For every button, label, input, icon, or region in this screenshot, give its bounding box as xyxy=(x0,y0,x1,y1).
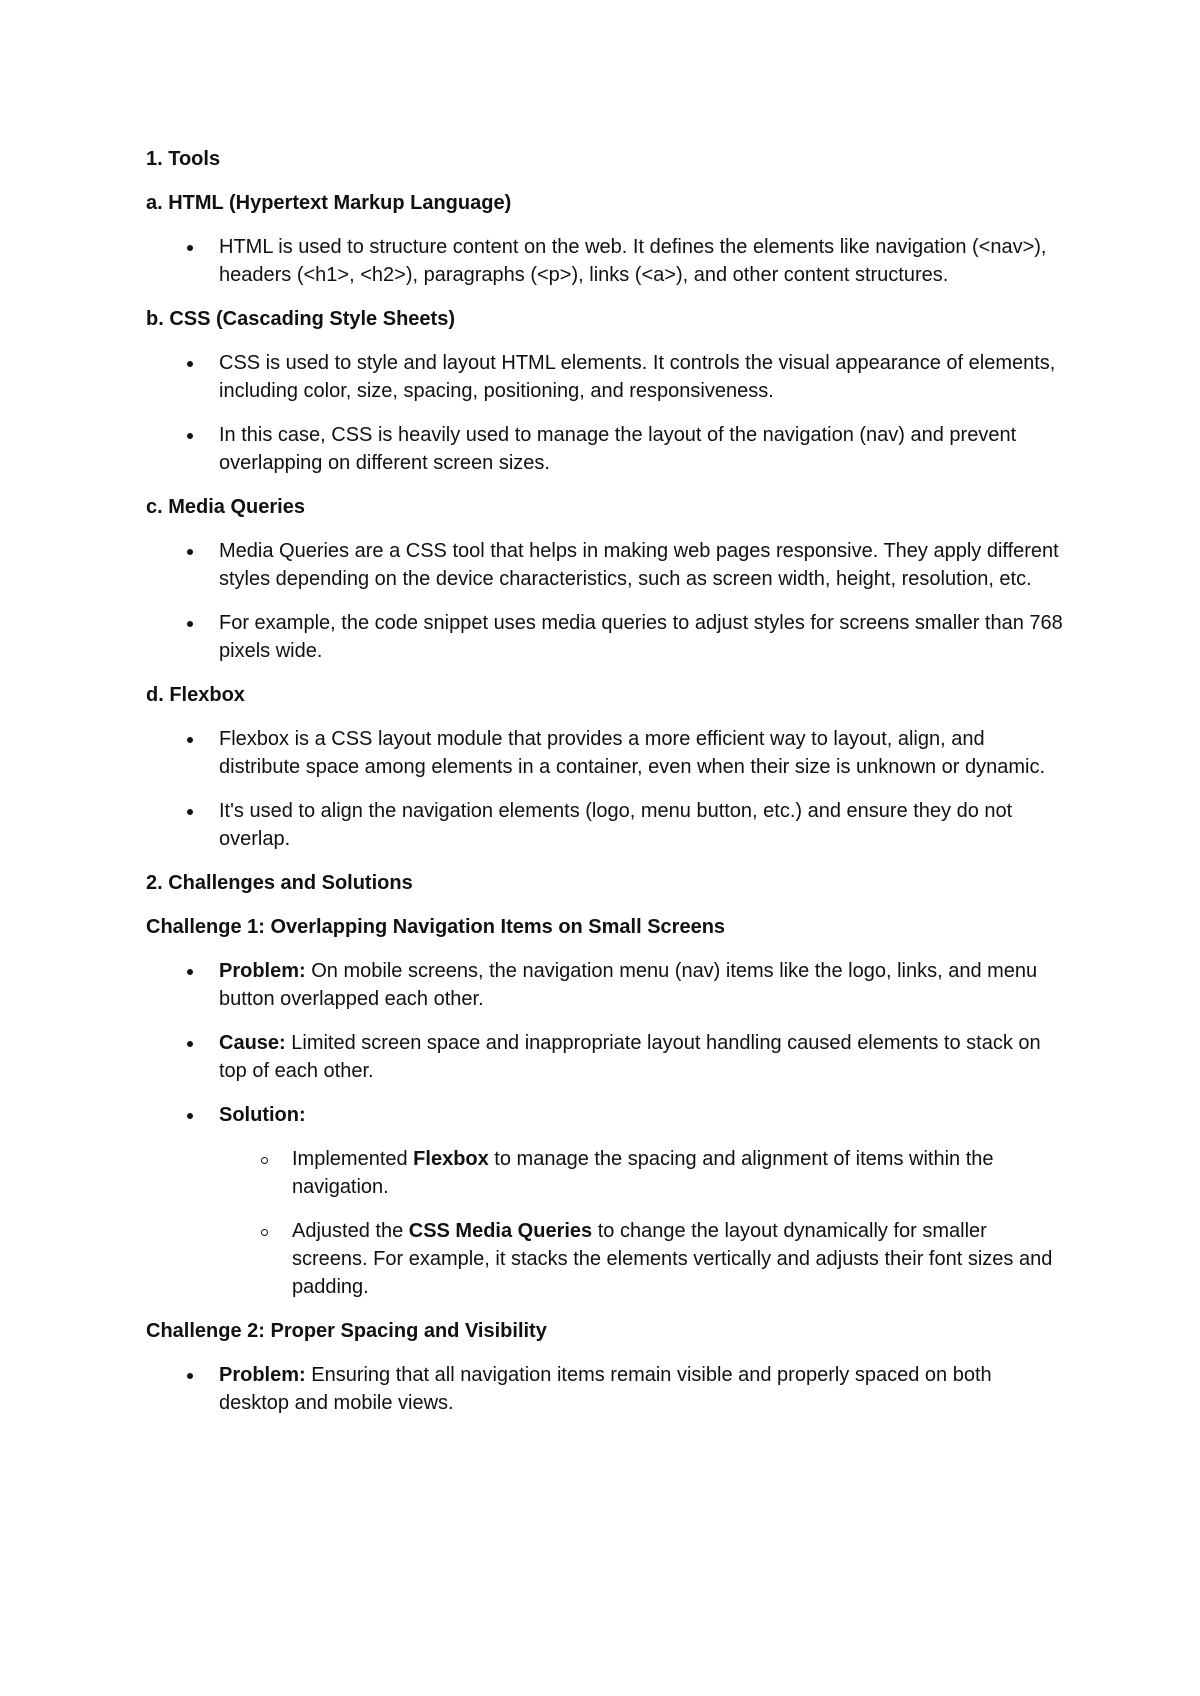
cause-label: Cause: xyxy=(219,1032,286,1054)
problem-text: Ensuring that all navigation items remain visible and properly spaced on both desktop and mobile views. xyxy=(219,1364,992,1414)
sub-text-pre: Adjusted the xyxy=(292,1220,409,1242)
list-item xyxy=(146,537,1066,593)
challenge-1-heading: Challenge 1: Overlapping Navigation Items on Small Screens xyxy=(146,916,726,938)
sub-list-item xyxy=(219,1145,1066,1201)
problem-label: Problem: xyxy=(219,1364,306,1386)
list-item xyxy=(146,725,1066,781)
challenge-2-bullet-list xyxy=(146,1361,1066,1417)
html-bullet-list xyxy=(146,233,1066,289)
bullet-text: It's used to align the navigation elements (logo, menu button, etc.) and ensure they do not overlap. xyxy=(219,800,1013,850)
list-item xyxy=(146,1101,1066,1301)
bullet-text: HTML is used to structure content on the web. It defines the elements like navigation (<nav>), headers (<h1>, <h2>), paragraphs (<p>), links (<a>), and other content structures. xyxy=(219,236,1047,286)
bullet-text: In this case, CSS is heavily used to manage the layout of the navigation (nav) and prevent overlapping on different screen sizes. xyxy=(219,424,1017,474)
list-item xyxy=(146,609,1066,665)
list-item xyxy=(146,233,1066,289)
list-item xyxy=(146,957,1066,1013)
subheading-flexbox: d. Flexbox xyxy=(146,684,245,706)
list-item xyxy=(146,349,1066,405)
sub-text-pre: Implemented xyxy=(292,1148,414,1170)
sub-text-bold: CSS Media Queries xyxy=(408,1220,593,1242)
sub-text-post: to manage the spacing and alignment of items within the navigation. xyxy=(292,1148,994,1198)
sub-text-bold: Flexbox xyxy=(413,1148,489,1170)
bullet-text: Media Queries are a CSS tool that helps in making web pages responsive. They apply different styles depending on the device characteristics, such as screen width, height, resolution, etc. xyxy=(219,540,1059,590)
subheading-media-queries: c. Media Queries xyxy=(146,496,305,518)
solution-sub-list xyxy=(219,1145,1066,1301)
bullet-text: CSS is used to style and layout HTML elements. It controls the visual appearance of elements, including color, size, spacing, positioning, and responsiveness. xyxy=(219,352,1056,402)
subheading-css: b. CSS (Cascading Style Sheets) xyxy=(146,308,455,330)
problem-label: Problem: xyxy=(219,960,306,982)
subheading-html: a. HTML (Hypertext Markup Language) xyxy=(146,192,512,214)
list-item xyxy=(146,797,1066,853)
list-item xyxy=(146,1361,1066,1417)
document-content xyxy=(146,145,1066,1433)
sub-text-post: to change the layout dynamically for smaller screens. For example, it stacks the elements vertically and adjusts their font sizes and padding. xyxy=(292,1220,1053,1298)
problem-text: On mobile screens, the navigation menu (nav) items like the logo, links, and menu button overlapped each other. xyxy=(219,960,1038,1010)
list-item xyxy=(146,1029,1066,1085)
cause-text: Limited screen space and inappropriate layout handling caused elements to stack on top of each other. xyxy=(219,1032,1041,1082)
css-bullet-list xyxy=(146,349,1066,477)
flexbox-bullet-list xyxy=(146,725,1066,853)
section-heading-tools: 1. Tools xyxy=(146,148,221,170)
list-item xyxy=(146,421,1066,477)
solution-label: Solution: xyxy=(219,1104,306,1126)
challenge-2-heading: Challenge 2: Proper Spacing and Visibility xyxy=(146,1320,547,1342)
bullet-text: For example, the code snippet uses media queries to adjust styles for screens smaller than 768 pixels wide. xyxy=(219,612,1063,662)
media-queries-bullet-list xyxy=(146,537,1066,665)
section-heading-challenges: 2. Challenges and Solutions xyxy=(146,872,413,894)
bullet-text: Flexbox is a CSS layout module that provides a more efficient way to layout, align, and distribute space among elements in a container, even when their size is unknown or dynamic. xyxy=(219,728,1046,778)
challenge-1-bullet-list xyxy=(146,957,1066,1301)
sub-list-item xyxy=(219,1217,1066,1301)
